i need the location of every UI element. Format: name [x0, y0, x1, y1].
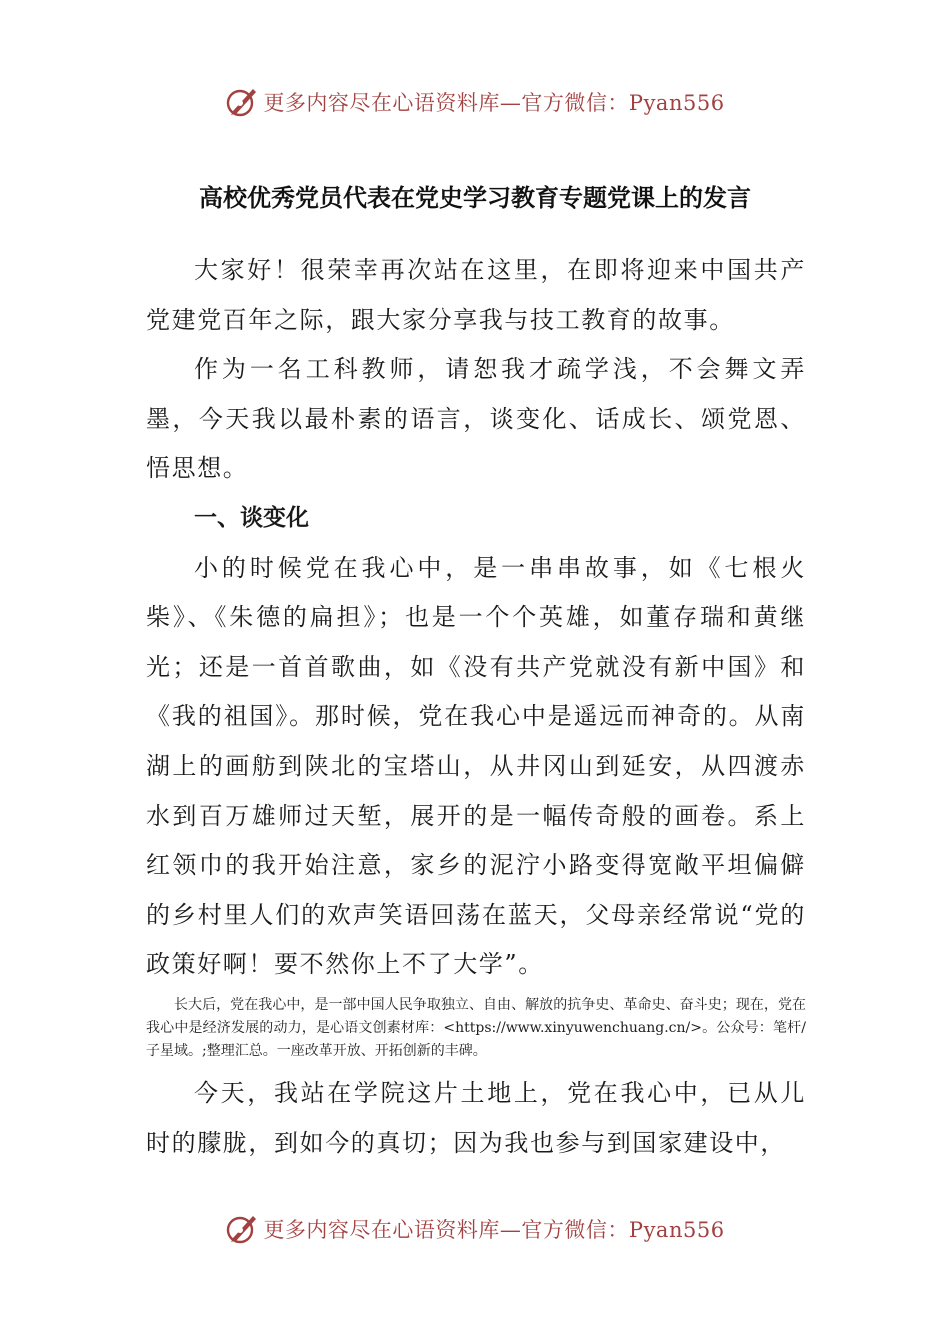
footer-banner-text: 更多内容尽在心语资料库—官方微信：Pyan556 — [263, 1218, 725, 1242]
section-heading: 一、谈变化 — [194, 504, 309, 531]
header-banner — [0, 82, 950, 122]
intro-paragraph-1: 大家好！很荣幸再次站在这里，在即将迎来中国共产党建党百年之际，跟大家分享我与技工教育的故事。 — [146, 256, 806, 334]
section1-paragraph: 小的时候党在我心中，是一串串故事，如《七根火柴》、《朱德的扁担》；也是一个个英雄，如董存瑞和黄继光；还是一首首歌曲，如《没有共产党就没有新中国》和《我的祖国》。那时候，党在我心中是遥远而神奇的。从南湖上的画舫到陕北的宝塔山，从井冈山到延安，从四渡赤水到百万雄师过天堑，展开的是一幅传奇般的画卷。系上红领巾的我开始注意，家乡的泥泞小路变得宽敞平坦偏僻的乡村里人们的欢声笑语回荡在蓝天，父母亲经常说“党的政策好啊！要不然你上不了大学”。 — [146, 553, 806, 979]
footer-banner — [0, 1209, 950, 1249]
intro-paragraph-2: 作为一名工科教师，请恕我才疏学浅，不会舞文弄墨，今天我以最朴素的语言，谈变化、话成长、颂党恩、悟思想。 — [146, 355, 806, 483]
document-body — [146, 246, 806, 1168]
small-paragraph: 长大后，党在我心中，是一部中国人民争取独立、自由、解放的抗争史、革命史、奋斗史；现在，党在我心中是经济发展的动力，是心语文创素材库：<https://www.xinyuwenchuang.cn/>。公众号：笔杆/子星域。;整理汇总。一座改革开放、开拓创新的丰碑。 — [146, 996, 806, 1059]
pen-circle-logo-icon — [225, 85, 259, 119]
header-banner-text: 更多内容尽在心语资料库—官方微信：Pyan556 — [263, 91, 725, 115]
pen-circle-logo-icon — [225, 1212, 259, 1246]
closing-paragraph: 今天，我站在学院这片土地上，党在我心中，已从儿时的朦胧，到如今的真切；因为我也参与到国家建设中， — [146, 1078, 806, 1157]
document-title: 高校优秀党员代表在党史学习教育专题党课上的发言 — [199, 183, 751, 212]
